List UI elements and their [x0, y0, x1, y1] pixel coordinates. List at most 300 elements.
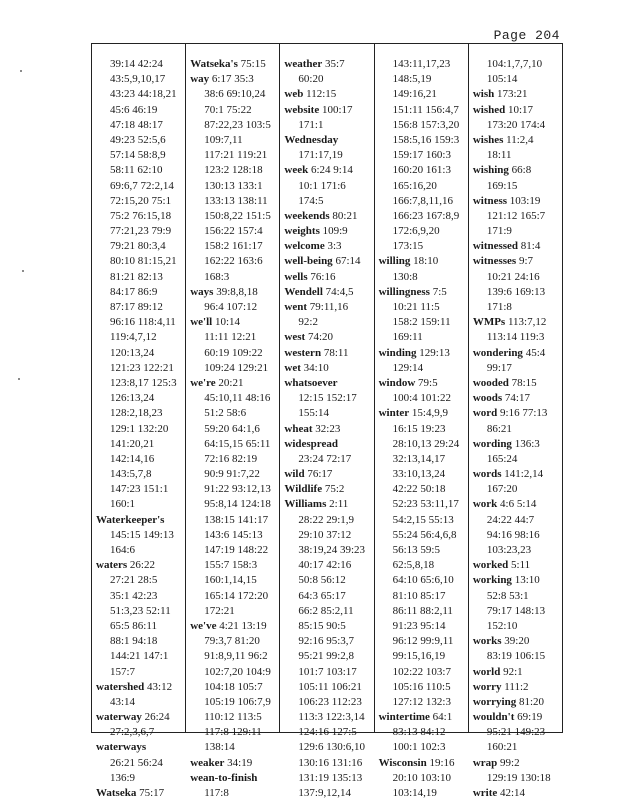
index-refs-continued: 51:2 58:6 [204, 407, 247, 420]
index-refs: 4:21 13:19 [216, 619, 267, 632]
index-refs-continued: 158:2 159:11 [392, 316, 451, 329]
index-refs-continued: 92:16 95:3,7 [298, 635, 355, 648]
index-entry [473, 710, 560, 725]
index-refs-continued: 95:21 149:23 [486, 726, 546, 739]
index-refs-continued: 27:21 28:5 [110, 574, 158, 587]
index-entry [473, 406, 560, 421]
index-term: wished [472, 103, 506, 116]
index-term: website [284, 103, 320, 116]
index-entry [473, 376, 560, 391]
index-refs-continued: 139:6 169:13 [486, 285, 546, 298]
index-term: widespread [284, 437, 338, 450]
index-entry [473, 194, 560, 209]
index-entry [473, 103, 560, 118]
index-refs-continued: 83:19 106:15 [486, 650, 546, 663]
index-refs: 43:12 [144, 680, 173, 693]
index-entry [284, 270, 371, 285]
index-term: way [190, 73, 210, 86]
index-refs: 2:11 [326, 498, 349, 511]
index-refs-continued: 83:13 84:12 [392, 726, 446, 739]
index-refs: 39:8,8,18 [213, 285, 258, 298]
index-refs-continued: 109:24 129:21 [204, 361, 269, 374]
index-term: west [284, 331, 306, 344]
index-term: waterways [96, 741, 147, 754]
index-term: wet [284, 361, 301, 374]
index-refs-continued: 87:22,23 103:5 [204, 118, 271, 131]
index-column-2 [186, 44, 280, 799]
index-refs: 74:20 [305, 331, 333, 344]
index-entry [379, 710, 466, 725]
index-refs-continued: 102:22 103:7 [392, 665, 451, 678]
index-refs: 99:2 [497, 756, 520, 769]
index-refs-continued: 123:2 128:18 [204, 164, 263, 177]
index-refs-continued: 137:9,12,14 [298, 787, 351, 799]
index-refs-continued: 51:3,23 52:11 [110, 604, 171, 617]
index-term: wishing [472, 164, 509, 177]
index-refs: 75:2 [322, 483, 345, 496]
index-term: waters [96, 559, 128, 572]
index-entry [284, 376, 371, 391]
index-refs: 35:7 [322, 58, 345, 70]
index-refs-continued: 91:8,9,11 96:2 [204, 650, 268, 663]
index-refs-continued: 156:22 157:4 [204, 225, 263, 238]
index-refs-continued: 102:7,20 104:9 [204, 665, 271, 678]
index-refs-continued: 160:1,14,15 [204, 574, 257, 587]
index-refs-continued: 110:12 113:5 [204, 711, 262, 724]
index-refs-continued: 99:17 [486, 361, 512, 374]
index-refs: 92:1 [500, 665, 523, 678]
index-term: worked [472, 559, 509, 572]
index-entry [473, 87, 560, 102]
index-term: WMPs [472, 316, 506, 329]
index-refs-continued: 121:23 122:21 [110, 361, 174, 374]
index-refs-continued: 80:10 81:15,21 [110, 255, 177, 268]
index-refs-continued: 109:7,11 [204, 133, 243, 146]
index-refs-continued: 130:16 131:16 [298, 756, 363, 769]
index-refs: 78:15 [508, 376, 537, 389]
index-refs-continued: 27:2,3,6,7 [110, 726, 155, 739]
index-term: went [284, 301, 308, 313]
index-entry [190, 57, 277, 72]
index-refs-continued: 84:17 86:9 [110, 285, 158, 298]
index-refs-continued: 40:17 42:16 [298, 559, 352, 572]
index-refs: 20:21 [215, 376, 244, 389]
index-refs-continued: 157:7 [110, 665, 136, 678]
index-term: witnessed [472, 240, 519, 253]
index-entry [284, 422, 371, 437]
index-entry [473, 695, 560, 710]
index-refs-continued: 64:10 65:6,10 [392, 574, 454, 587]
index-refs-continued: 99:15,16,19 [392, 650, 446, 663]
index-refs-continued: 35:1 42:23 [110, 589, 158, 602]
index-entry [284, 254, 371, 269]
index-refs-continued: 151:11 156:4,7 [392, 103, 459, 116]
index-refs-continued: 133:13 138:11 [204, 194, 268, 207]
index-refs: 5:11 [508, 559, 531, 572]
index-term: weather [284, 58, 323, 70]
index-refs-continued: 60:20 [298, 73, 324, 86]
index-refs-continued: 12:15 152:17 [298, 392, 357, 405]
index-term: willingness [378, 285, 430, 298]
index-refs-continued: 105:11 106:21 [298, 680, 362, 693]
index-refs: 10:14 [212, 316, 241, 329]
index-refs: 19:16 [426, 756, 455, 769]
index-refs: 81:4 [518, 240, 541, 253]
index-refs-continued: 138:15 141:17 [204, 513, 269, 526]
index-term: wouldn't [472, 711, 515, 724]
index-refs-continued: 129:14 [392, 361, 424, 374]
index-term: watershed [96, 680, 145, 693]
index-refs-continued: 129:19 130:18 [486, 771, 551, 784]
index-term: wishes [472, 133, 504, 146]
index-refs: 13:10 [511, 574, 540, 587]
index-term: we're [190, 376, 216, 389]
index-entry [284, 57, 371, 72]
index-entry [284, 497, 371, 512]
index-refs-continued: 54:2,15 55:13 [392, 513, 454, 526]
index-term: working [472, 574, 512, 587]
index-refs-continued: 155:14 [298, 407, 329, 420]
index-refs: 45:4 [522, 346, 546, 359]
index-entry [96, 740, 183, 755]
index-refs-continued: 49:23 52:5,6 [110, 133, 166, 146]
index-entry [473, 573, 560, 588]
index-refs: 103:19 [507, 194, 541, 207]
index-refs: 3:3 [324, 240, 342, 253]
index-entry [379, 285, 466, 300]
index-refs-continued: 70:1 75:22 [204, 103, 252, 116]
index-refs: 173:21 [494, 88, 528, 101]
index-term: world [472, 665, 501, 678]
index-term: worrying [472, 695, 517, 708]
index-refs-continued: 24:22 44:7 [486, 513, 535, 526]
index-entry [190, 72, 277, 87]
index-refs: 80:21 [329, 209, 358, 222]
index-refs-continued: 64:3 65:17 [298, 589, 346, 602]
index-entry [379, 254, 466, 269]
index-entry [284, 87, 371, 102]
index-entry [284, 300, 371, 315]
index-column-3 [280, 44, 374, 799]
index-refs-continued: 141:20,21 [110, 437, 155, 450]
index-refs-continued: 10:1 171:6 [298, 179, 346, 192]
index-refs-continued: 79:21 80:3,4 [110, 240, 166, 253]
index-refs-continued: 147:23 151:1 [110, 483, 169, 496]
index-term: woods [472, 392, 503, 405]
index-refs-continued: 169:15 [486, 179, 518, 192]
index-refs: 79:11,16 [307, 301, 349, 313]
index-refs-continued: 126:13,24 [110, 392, 155, 405]
index-refs-continued: 28:22 29:1,9 [298, 513, 355, 526]
index-term: well-being [284, 255, 333, 268]
index-entry [190, 315, 277, 330]
index-refs-continued: 100:1 102:3 [392, 741, 446, 754]
index-entry [96, 513, 183, 528]
index-entry [96, 558, 183, 573]
index-refs-continued: 65:5 86:11 [110, 619, 157, 632]
index-entry [96, 680, 183, 695]
index-term: Wisconsin [378, 756, 427, 769]
index-refs-continued: 38:19,24 39:23 [298, 544, 366, 556]
index-refs-continued: 127:12 132:3 [392, 695, 451, 708]
index-refs: 9:7 [516, 255, 534, 268]
index-term: willing [378, 255, 411, 268]
index-term: we've [190, 619, 217, 632]
index-column-5 [469, 44, 562, 799]
index-refs-continued: 91:23 95:14 [392, 619, 446, 632]
index-entry [379, 376, 466, 391]
index-refs-continued: 113:14 119:3 [486, 331, 545, 344]
index-term: week [284, 164, 309, 177]
index-refs-continued: 79:3,7 81:20 [204, 635, 260, 648]
index-entry [473, 163, 560, 178]
index-refs: 26:22 [127, 559, 155, 572]
index-refs: 109:9 [319, 225, 348, 238]
index-refs-continued: 120:13,24 [110, 346, 155, 359]
index-term: wooded [472, 376, 509, 389]
index-refs-continued: 88:1 94:18 [110, 635, 158, 648]
index-refs-continued: 164:6 [110, 544, 136, 556]
index-term: wintertime [378, 711, 430, 724]
index-refs-continued: 86:11 88:2,11 [392, 604, 453, 617]
index-refs-continued: 104:18 105:7 [204, 680, 263, 693]
index-entry [473, 133, 560, 148]
index-refs-continued: 166:7,8,11,16 [392, 194, 454, 207]
index-entry [284, 361, 371, 376]
index-refs-continued: 50:8 56:12 [298, 574, 346, 587]
index-refs-continued: 47:18 48:17 [110, 118, 163, 131]
index-entry [96, 786, 183, 801]
index-refs: 64:1 [429, 711, 453, 724]
index-term: wells [284, 270, 308, 283]
index-refs: 6:24 9:14 [308, 164, 353, 177]
index-refs-continued: 77:21,23 79:9 [110, 225, 172, 238]
index-refs-continued: 105:16 110:5 [392, 680, 451, 693]
index-refs-continued: 45:10,11 48:16 [204, 392, 271, 405]
index-term: wish [472, 88, 495, 101]
index-refs-continued: 117:8 [204, 787, 229, 799]
index-refs: 100:17 [319, 103, 353, 116]
index-refs-continued: 169:11 [392, 331, 423, 344]
index-term: winter [378, 407, 410, 420]
index-refs-continued: 150:8,22 151:5 [204, 209, 271, 222]
index-refs-continued: 165:14 172:20 [204, 589, 269, 602]
index-refs-continued: 96:4 107:12 [204, 301, 258, 313]
index-refs: 74:17 [502, 392, 530, 405]
index-refs-continued: 119:4,7,12 [110, 331, 157, 344]
index-refs-continued: 143:6 145:13 [204, 528, 263, 541]
index-refs-continued: 42:22 50:18 [392, 483, 446, 496]
index-refs-continued: 64:15,15 65:11 [204, 437, 271, 450]
index-refs-continued: 16:15 19:23 [392, 422, 446, 435]
index-refs: 129:13 [416, 346, 450, 359]
index-refs-continued: 92:2 [298, 316, 318, 329]
index-refs-continued: 100:4 101:22 [392, 392, 451, 405]
index-entry [284, 330, 371, 345]
index-term: words [472, 468, 502, 481]
index-refs-continued: 160:20 161:3 [392, 164, 451, 177]
index-refs-continued: 117:21 119:21 [204, 149, 268, 162]
index-refs-continued: 26:21 56:24 [110, 756, 163, 769]
index-term: Watseka's [190, 58, 238, 70]
index-refs-continued: 69:6,7 72:2,14 [110, 179, 174, 192]
index-refs-continued: 174:5 [298, 194, 324, 207]
index-refs-continued: 142:14,16 [110, 452, 155, 465]
index-entry [284, 437, 371, 452]
index-refs-continued: 117:8 129:11 [204, 726, 262, 739]
index-term: wean-to-finish [190, 771, 258, 784]
index-refs-continued: 173:15 [392, 240, 424, 253]
index-refs-continued: 156:8 157:3,20 [392, 118, 460, 131]
index-entry [473, 634, 560, 649]
index-term: works [472, 635, 502, 648]
index-refs-continued: 58:11 62:10 [110, 164, 163, 177]
index-entry [284, 103, 371, 118]
index-refs: 79:5 [415, 376, 438, 389]
index-refs-continued: 171:17,19 [298, 149, 343, 162]
index-refs-continued: 172:6,9,20 [392, 225, 440, 238]
index-term: western [284, 346, 322, 359]
index-refs-continued: 131:19 135:13 [298, 771, 363, 784]
index-term: witnesses [472, 255, 517, 268]
index-refs-continued: 168:3 [204, 270, 230, 283]
index-term: web [284, 88, 304, 101]
index-term: we'll [190, 316, 213, 329]
index-refs-continued: 143:5,7,8 [110, 468, 152, 481]
index-refs-continued: 96:16 118:4,11 [110, 316, 176, 329]
index-refs-continued: 103:14,19 [392, 787, 437, 799]
index-entry [284, 224, 371, 239]
index-entry [284, 163, 371, 178]
index-refs-continued: 52:23 53:11,17 [392, 498, 459, 511]
index-refs: 11:2,4 [503, 133, 534, 146]
index-refs-continued: 55:24 56:4,6,8 [392, 528, 457, 541]
index-refs-continued: 158:2 161:17 [204, 240, 263, 253]
index-refs-continued: 11:11 12:21 [204, 331, 257, 344]
index-refs-continued: 32:13,14,17 [392, 452, 446, 465]
index-term: waterway [96, 711, 142, 724]
index-refs: 136:3 [511, 437, 540, 450]
index-term: window [378, 376, 416, 389]
index-refs-continued: 95:8,14 124:18 [204, 498, 271, 511]
index-entry [284, 239, 371, 254]
index-refs-continued: 72:15,20 75:1 [110, 194, 172, 207]
index-refs-continued: 87:17 89:12 [110, 301, 163, 313]
index-refs: 76:16 [307, 270, 336, 283]
index-refs-continued: 75:2 76:15,18 [110, 209, 172, 222]
index-term: Wildlife [284, 483, 323, 496]
index-refs: 9:16 77:13 [497, 407, 548, 420]
index-refs-continued: 160:1 [110, 498, 136, 511]
index-entry [473, 254, 560, 269]
index-refs-continued: 171:1 [298, 118, 324, 131]
index-refs-continued: 105:19 106:7,9 [204, 695, 271, 708]
index-entry [284, 346, 371, 361]
index-entry [190, 756, 277, 771]
index-entry [284, 482, 371, 497]
index-term: weekends [284, 209, 330, 222]
index-refs-continued: 166:23 167:8,9 [392, 209, 460, 222]
index-refs: 10:17 [505, 103, 534, 116]
index-refs-continued: 149:16,21 [392, 88, 437, 101]
index-refs: 75:17 [136, 787, 165, 799]
index-refs-continued: 94:16 98:16 [486, 528, 540, 541]
index-refs-continued: 113:3 122:3,14 [298, 711, 365, 724]
index-refs-continued: 10:21 11:5 [392, 301, 440, 313]
word-index-table [91, 43, 563, 799]
scan-speck [20, 70, 22, 72]
index-refs-continued: 123:8,17 125:3 [110, 376, 177, 389]
index-refs-continued: 173:20 174:4 [486, 118, 546, 131]
index-entry [473, 239, 560, 254]
index-refs-continued: 106:23 112:23 [298, 695, 362, 708]
index-refs-continued: 29:10 37:12 [298, 528, 352, 541]
index-term: worry [472, 680, 502, 693]
index-refs-continued: 62:5,8,18 [392, 559, 435, 572]
index-entry [284, 209, 371, 224]
index-entry [473, 558, 560, 573]
index-entry [284, 133, 371, 148]
index-term: Williams [284, 498, 327, 511]
index-entry [473, 786, 560, 801]
index-entry [379, 346, 466, 361]
index-entry [473, 497, 560, 512]
index-refs: 111:2 [501, 680, 529, 693]
index-refs-continued: 18:11 [486, 149, 512, 162]
index-refs-continued: 60:19 109:22 [204, 346, 263, 359]
index-refs: 75:15 [237, 58, 266, 70]
index-term: wild [284, 468, 305, 481]
index-term: weaker [190, 756, 225, 769]
index-refs-continued: 57:14 58:8,9 [110, 149, 166, 162]
index-refs-continued: 155:7 158:3 [204, 559, 258, 572]
index-refs-continued: 52:8 53:1 [486, 589, 529, 602]
index-refs: 42:14 [497, 787, 526, 799]
index-refs: 113:7,12 [505, 316, 547, 329]
index-refs-continued: 171:8 [486, 301, 512, 313]
index-refs: 81:20 [516, 695, 545, 708]
index-term: work [472, 498, 498, 511]
index-entry [190, 376, 277, 391]
index-entry [96, 710, 183, 725]
index-refs: 18:10 [410, 255, 439, 268]
index-refs-continued: 152:10 [486, 619, 518, 632]
index-refs-continued: 160:21 [486, 741, 518, 754]
index-term: wondering [472, 346, 523, 359]
index-refs-continued: 56:13 59:5 [392, 544, 440, 556]
index-refs-continued: 96:12 99:9,11 [392, 635, 454, 648]
index-refs-continued: 104:1,7,7,10 [486, 58, 543, 70]
index-refs: 34:19 [224, 756, 253, 769]
index-refs-continued: 128:2,18,23 [110, 407, 163, 420]
index-refs-continued: 144:21 147:1 [110, 650, 169, 663]
index-refs-continued: 165:24 [486, 452, 518, 465]
index-refs: 15:4,9,9 [409, 407, 448, 420]
index-refs: 78:11 [321, 346, 349, 359]
index-column-4 [375, 44, 469, 799]
index-refs-continued: 95:21 99:2,8 [298, 650, 355, 663]
index-refs-continued: 143:11,17,23 [392, 58, 451, 70]
index-refs-continued: 10:21 24:16 [486, 270, 540, 283]
index-refs-continued: 138:14 [204, 741, 235, 754]
index-term: whatsoever [284, 376, 338, 389]
index-entry [190, 619, 277, 634]
index-entry [473, 665, 560, 680]
index-entry [190, 285, 277, 300]
index-refs: 141:2,14 [501, 468, 544, 481]
index-refs-continued: 136:9 [110, 771, 136, 784]
index-refs-continued: 162:22 163:6 [204, 255, 263, 268]
